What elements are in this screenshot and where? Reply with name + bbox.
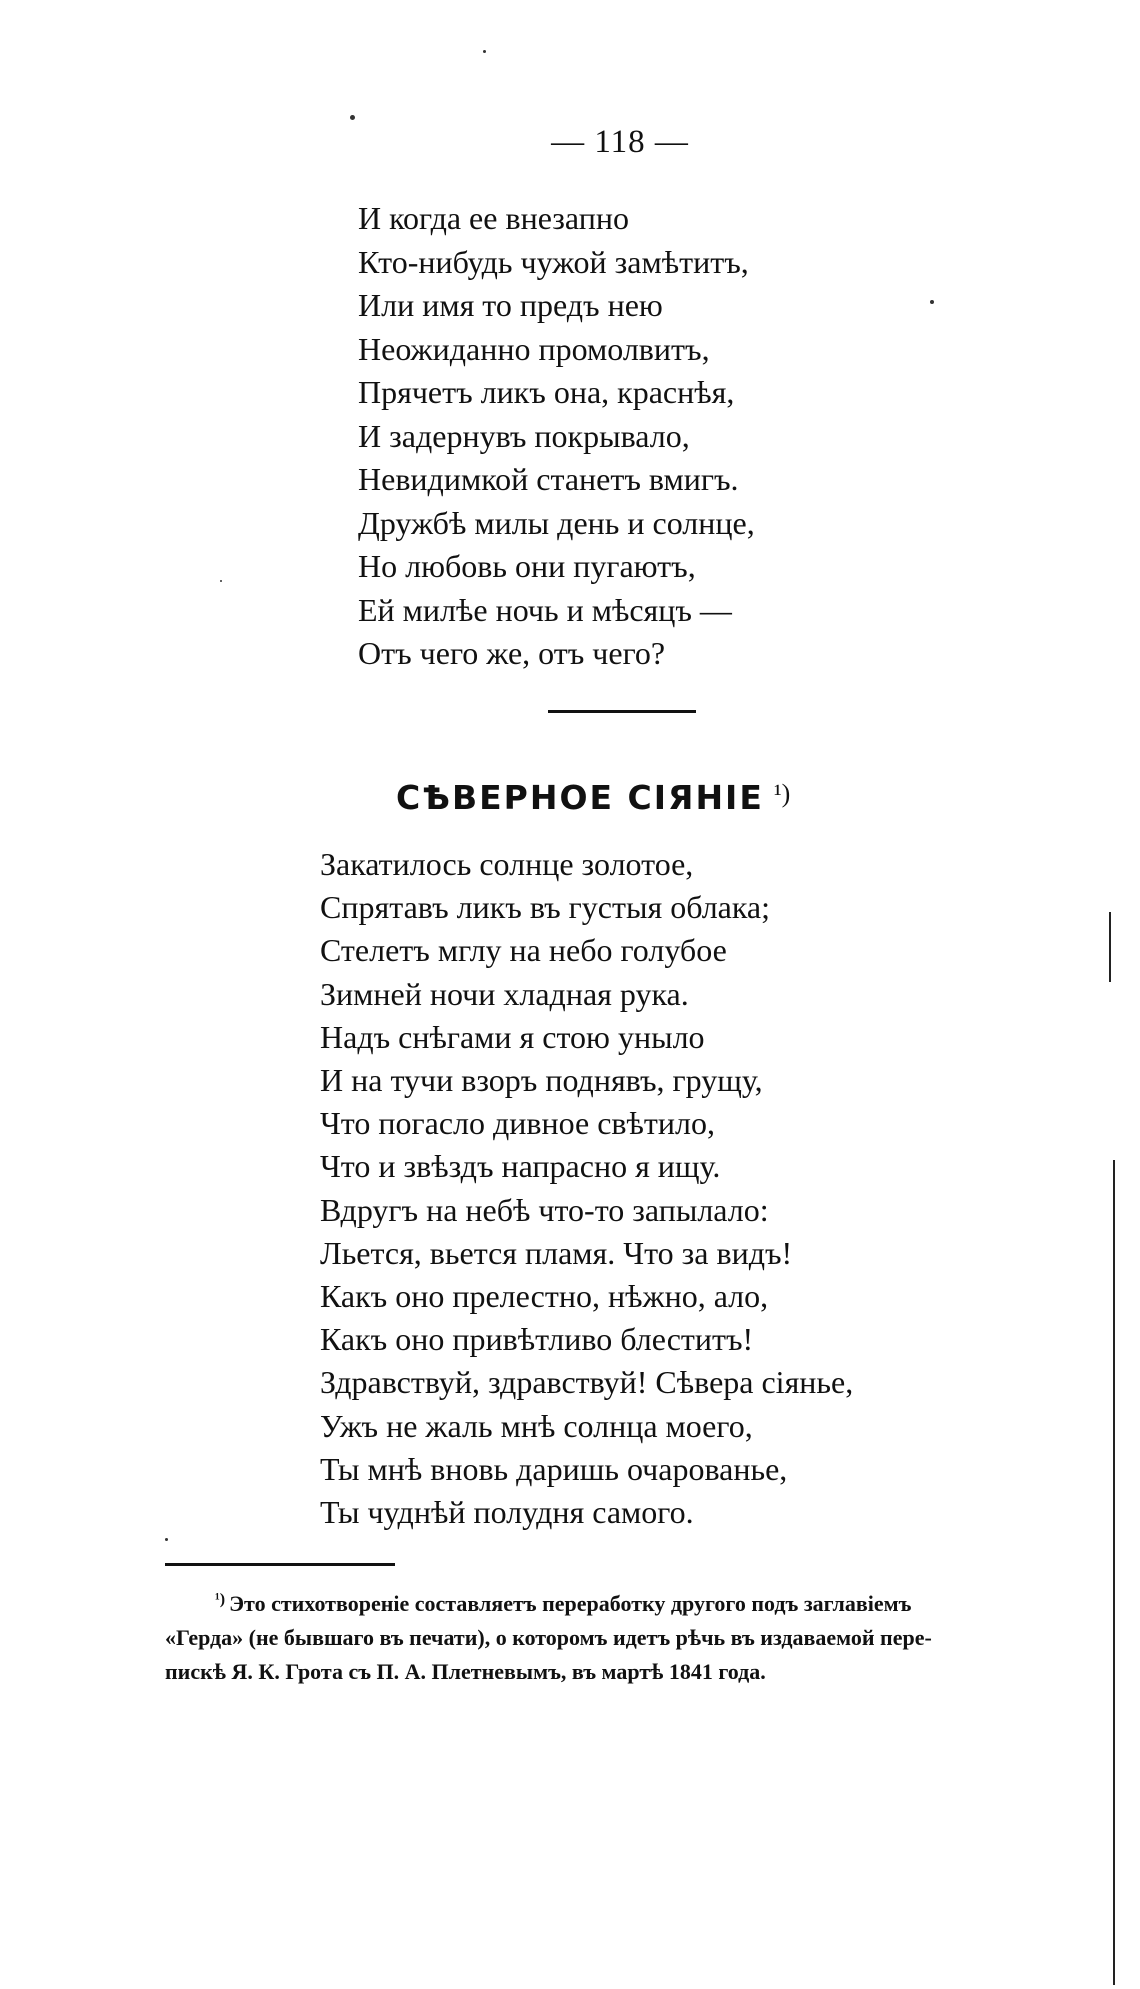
verse-line: Какъ оно прелестно, нѣжно, ало, [320, 1278, 769, 1315]
verse-line: Ты мнѣ вновь даришь очарованье, [320, 1450, 788, 1487]
verse-line: Надъ снѣгами я стою уныло [320, 1018, 705, 1055]
verse-line: Здравствуй, здравствуй! Сѣвера сіянье, [320, 1364, 854, 1401]
footnote-line [165, 1583, 1075, 1621]
verse-line: Что и звѣздъ напрасно я ищу. [320, 1148, 721, 1185]
verse-line: Стелетъ мглу на небо голубое [320, 932, 727, 969]
poem-stanza-one [358, 197, 755, 676]
footnote-rule [165, 1563, 395, 1566]
scan-speck [930, 300, 934, 304]
verse-line: Отъ чего же, отъ чего? [358, 635, 666, 671]
scan-speck [350, 115, 355, 120]
verse-line: Закатилось солнце золотое, [320, 846, 694, 882]
poem-stanza-two [320, 843, 853, 1534]
verse-line: И когда ее внезапно [358, 200, 629, 236]
title-footnote-mark: ¹) [773, 779, 791, 808]
footnote-line: «Герда» (не бывшаго въ печати), о которомъ идетъ рѣчь въ издаваемой пере- [165, 1625, 932, 1650]
verse-line: Ужъ не жаль мнѣ солнца моего, [320, 1407, 753, 1444]
scan-speck [483, 50, 486, 53]
verse-line: Кто-нибудь чужой замѣтитъ, [358, 243, 749, 280]
scan-speck [165, 1538, 168, 1541]
footnote-text: Это стихотвореніе составляетъ переработку другого подъ заглавіемъ [229, 1591, 912, 1616]
verse-line: Ей милѣе ночь и мѣсяцъ — [358, 591, 732, 628]
verse-line: Прячетъ ликъ она, краснѣя, [358, 374, 735, 410]
scan-edge-line [1113, 1160, 1115, 1985]
verse-line: Дружбѣ милы день и солнце, [358, 504, 755, 541]
verse-line: Но любовь они пугаютъ, [358, 548, 696, 584]
footnote-line: пискѣ Я. К. Грота съ П. А. Плетневымъ, въ мартѣ 1841 года. [165, 1659, 766, 1684]
poem-title [396, 778, 790, 817]
verse-line: Какъ оно привѣтливо блеститъ! [320, 1321, 754, 1358]
footnote [165, 1583, 1075, 1689]
verse-line: Неожиданно промолвитъ, [358, 330, 710, 367]
scan-speck [220, 580, 222, 582]
verse-line: Что погасло дивное свѣтило, [320, 1105, 715, 1142]
scan-edge-line [1109, 912, 1111, 982]
verse-line: Спрятавъ ликъ въ густыя облака; [320, 889, 771, 926]
verse-line: Или имя то предъ нею [358, 287, 663, 323]
footnote-mark: ¹) [215, 1591, 226, 1608]
poem-title-text: СѢВЕРНОЕ СІЯНІЕ [396, 778, 764, 817]
page-number: — 118 — [551, 124, 689, 160]
section-separator [548, 710, 696, 713]
verse-line: Льется, вьется пламя. Что за видъ! [320, 1234, 793, 1271]
verse-line: И задернувъ покрывало, [358, 417, 690, 454]
verse-line: Ты чуднѣй полудня самого. [320, 1494, 694, 1531]
verse-line: Невидимкой станетъ вмигъ. [358, 461, 739, 497]
verse-line: Вдругъ на небѣ что-то запылало: [320, 1191, 769, 1228]
verse-line: Зимней ночи хладная рука. [320, 975, 689, 1012]
verse-line: И на тучи взоръ поднявъ, грущу, [320, 1062, 763, 1099]
